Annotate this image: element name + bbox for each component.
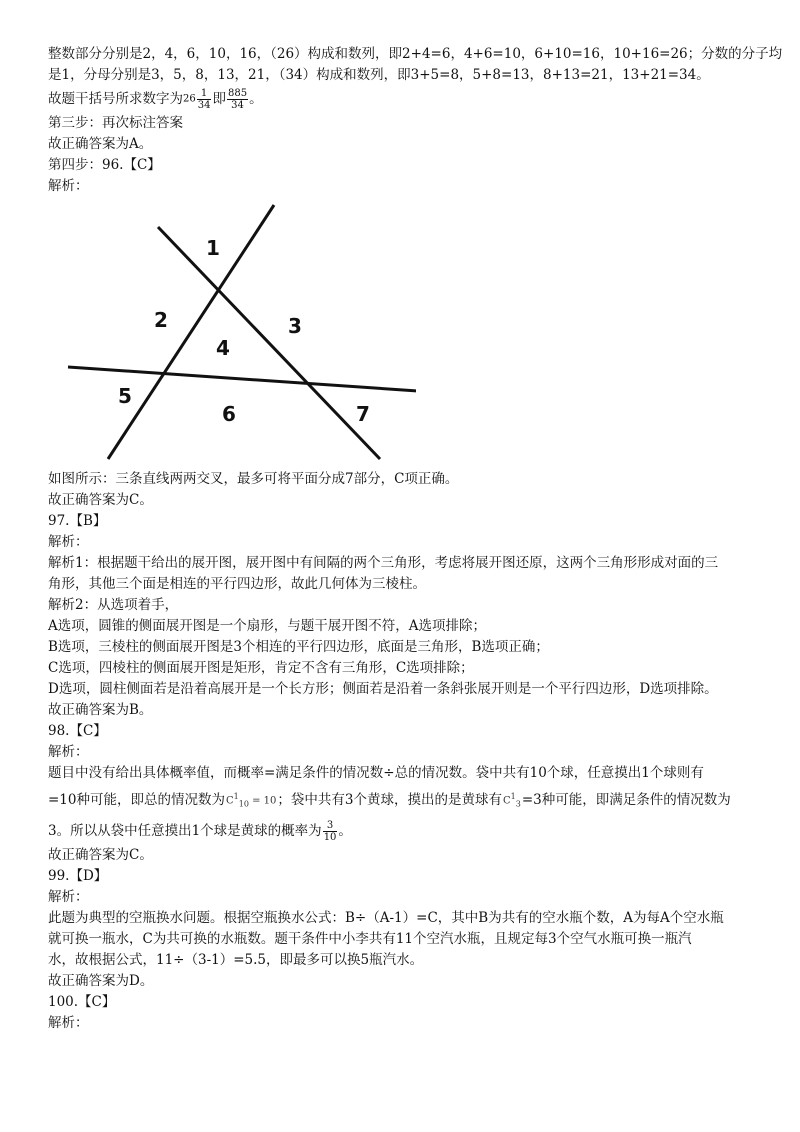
region-label-6: 6: [222, 401, 236, 426]
text-line: 角形，其他三个面是相连的平行四边形，故此几何体为三棱柱。: [48, 575, 426, 592]
line-b: [158, 227, 380, 459]
fraction: $\frac{885}{34}$: [227, 88, 248, 111]
text-line: 故正确答案为C。: [48, 491, 153, 508]
text-line: B选项，三棱柱的侧面展开图是3个相连的平行四边形，底面是三角形，B选项正确；: [48, 638, 549, 655]
text-line: 第三步：再次标注答案: [48, 114, 183, 131]
text-line: 故正确答案为C。: [48, 846, 153, 863]
question-heading: 97.【B】: [48, 512, 107, 529]
text-line: 解析1：根据题干给出的展开图，展开图中有间隔的两个三角形，考虑将展开图还原，这两个三角形形成对面的三: [48, 554, 719, 571]
region-label-5: 5: [118, 383, 132, 408]
text-line: 故题干括号所求数字为26 $\frac{1}{34}$ 即 $\frac{885}{34}$ 。: [48, 88, 263, 111]
document-page: [48, 44, 783, 1034]
text-line: 是1，分母分别是3，5，8，13，21，（34）构成和数列，即3+5=8，5+8=13，8+13=21，13+21=34。: [48, 67, 710, 83]
three-lines-figure: [56, 201, 416, 463]
region-label-1: 1: [206, 235, 220, 260]
analysis-label: 解析：: [48, 177, 89, 194]
text-line: 水，故根据公式，11÷（3-1）=5.5，即最多可以换5瓶汽水。: [48, 951, 424, 968]
text-line: 如图所示：三条直线两两交叉，最多可将平面分成7部分，C项正确。: [48, 470, 459, 487]
lines-diagram: [56, 201, 416, 463]
text-line: D选项，圆柱侧面若是沿着高展开是一个长方形；侧面若是沿着一条斜张展开则是一个平行四边形，D选项排除。: [48, 680, 718, 697]
question-heading: 第四步：96.【C】: [48, 156, 161, 173]
region-label-3: 3: [288, 313, 302, 338]
question-heading: 99.【D】: [48, 867, 108, 884]
text-line: 题目中没有给出具体概率值，而概率=满足条件的情况数÷总的情况数。袋中共有10个球，任意摸出1个球则有: [48, 764, 704, 781]
fraction: $\frac{1}{34}$: [197, 88, 211, 111]
fraction: $\frac{3}{10}$: [323, 819, 337, 843]
text-line: A选项，圆锥的侧面展开图是一个扇形，与题干展开图不符，A选项排除；: [48, 617, 486, 634]
text-line: 整数部分分别是2，4，6，10，16，（26）构成和数列，即2+4=6，4+6=10，6+10=16，10+16=26；分数的分子均: [48, 46, 783, 62]
combination-formula: $C^1_{10} = 10$: [226, 791, 277, 808]
text-line: =10种可能，即总的情况数为$C^1_{10} = 10$；袋中共有3个黄球，摸出的是黄球有$C^1_3=3$种可能，即满足条件的情况数为: [48, 784, 760, 817]
mixed-number-int: 26: [183, 93, 196, 105]
question-heading: 100.【C】: [48, 993, 116, 1010]
text-line: 故正确答案为D。: [48, 972, 154, 989]
text-line: 故正确答案为B。: [48, 701, 153, 718]
text-line: 此题为典型的空瓶换水问题。根据空瓶换水公式：B÷（A-1）=C，其中B为共有的空水瓶个数，A为每A个空水瓶: [48, 909, 724, 926]
region-label-4: 4: [216, 335, 230, 360]
text-line: 3。所以从袋中任意摸出1个球是黄球的概率为 $\frac{3}{10}$ 。: [48, 819, 352, 843]
text-line: 解析2：从选项着手，: [48, 596, 179, 613]
analysis-label: 解析：: [48, 533, 89, 550]
combination-formula: $C^1_3$: [503, 791, 521, 808]
question-heading: 98.【C】: [48, 722, 107, 739]
analysis-label: 解析：: [48, 1014, 89, 1031]
analysis-label: 解析：: [48, 743, 89, 760]
region-label-7: 7: [356, 401, 370, 426]
text-line: 故正确答案为A。: [48, 135, 153, 152]
analysis-label: 解析：: [48, 888, 89, 905]
region-label-2: 2: [154, 307, 168, 332]
text-line: 就可换一瓶水，C为共可换的水瓶数。题干条件中小李共有11个空汽水瓶，且规定每3个空气水瓶可换一瓶汽: [48, 930, 692, 947]
line-a: [108, 205, 274, 459]
text-line: C选项，四棱柱的侧面展开图是矩形，肯定不含有三角形，C选项排除；: [48, 659, 474, 676]
